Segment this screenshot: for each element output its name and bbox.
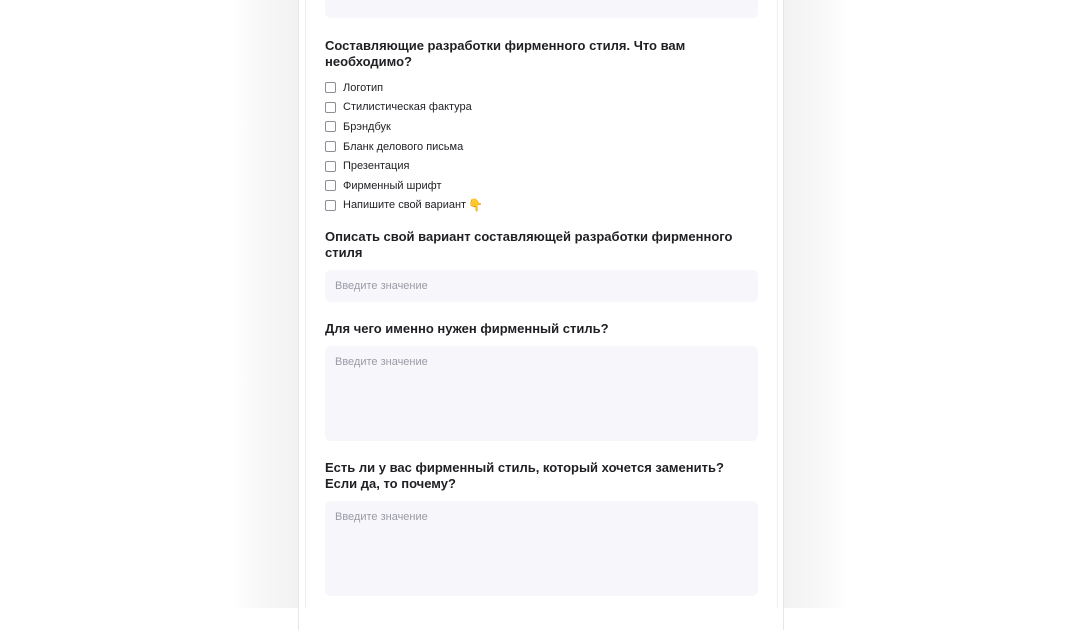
- checkbox[interactable]: [325, 102, 336, 113]
- question-own-variant-label: Описать свой вариант составляющей разработки фирменного стиля: [325, 229, 733, 260]
- pointing-down-icon: 👇: [468, 198, 484, 213]
- option-custom[interactable]: [325, 196, 483, 216]
- card-inner-border-right: [777, 0, 778, 608]
- components-checkbox-list: [325, 78, 483, 215]
- checkbox[interactable]: [325, 82, 336, 93]
- own-variant-input[interactable]: [325, 270, 758, 302]
- checkbox[interactable]: [325, 141, 336, 152]
- option-presentation[interactable]: [325, 156, 483, 176]
- option-label: Фирменный шрифт: [343, 179, 442, 192]
- purpose-textarea[interactable]: [325, 346, 758, 441]
- option-label: Напишите свой вариант: [343, 199, 467, 212]
- option-brandbook[interactable]: [325, 117, 483, 137]
- option-label: Презентация: [343, 160, 410, 173]
- previous-field-bottom[interactable]: [325, 0, 758, 18]
- option-texture[interactable]: [325, 98, 483, 118]
- option-label: Логотип: [343, 81, 384, 94]
- question-components-label: Составляющие разработки фирменного стиля. Что вам необходимо?: [325, 38, 686, 69]
- question-purpose-label: Для чего именно нужен фирменный стиль?: [325, 321, 609, 336]
- option-label: Брэндбук: [343, 120, 391, 133]
- option-label: Бланк делового письма: [343, 140, 464, 153]
- checkbox[interactable]: [325, 161, 336, 172]
- option-letterhead[interactable]: [325, 137, 483, 157]
- checkbox[interactable]: [325, 200, 336, 211]
- option-logo[interactable]: [325, 78, 483, 98]
- checkbox[interactable]: [325, 180, 336, 191]
- replace-textarea[interactable]: [325, 501, 758, 596]
- checkbox[interactable]: [325, 121, 336, 132]
- question-replace-label: Есть ли у вас фирменный стиль, который хочется заменить? Если да, то почему?: [325, 460, 724, 491]
- card-inner-border-left: [305, 0, 306, 608]
- option-label: Стилистическая фактура: [343, 101, 472, 114]
- option-font[interactable]: [325, 176, 483, 196]
